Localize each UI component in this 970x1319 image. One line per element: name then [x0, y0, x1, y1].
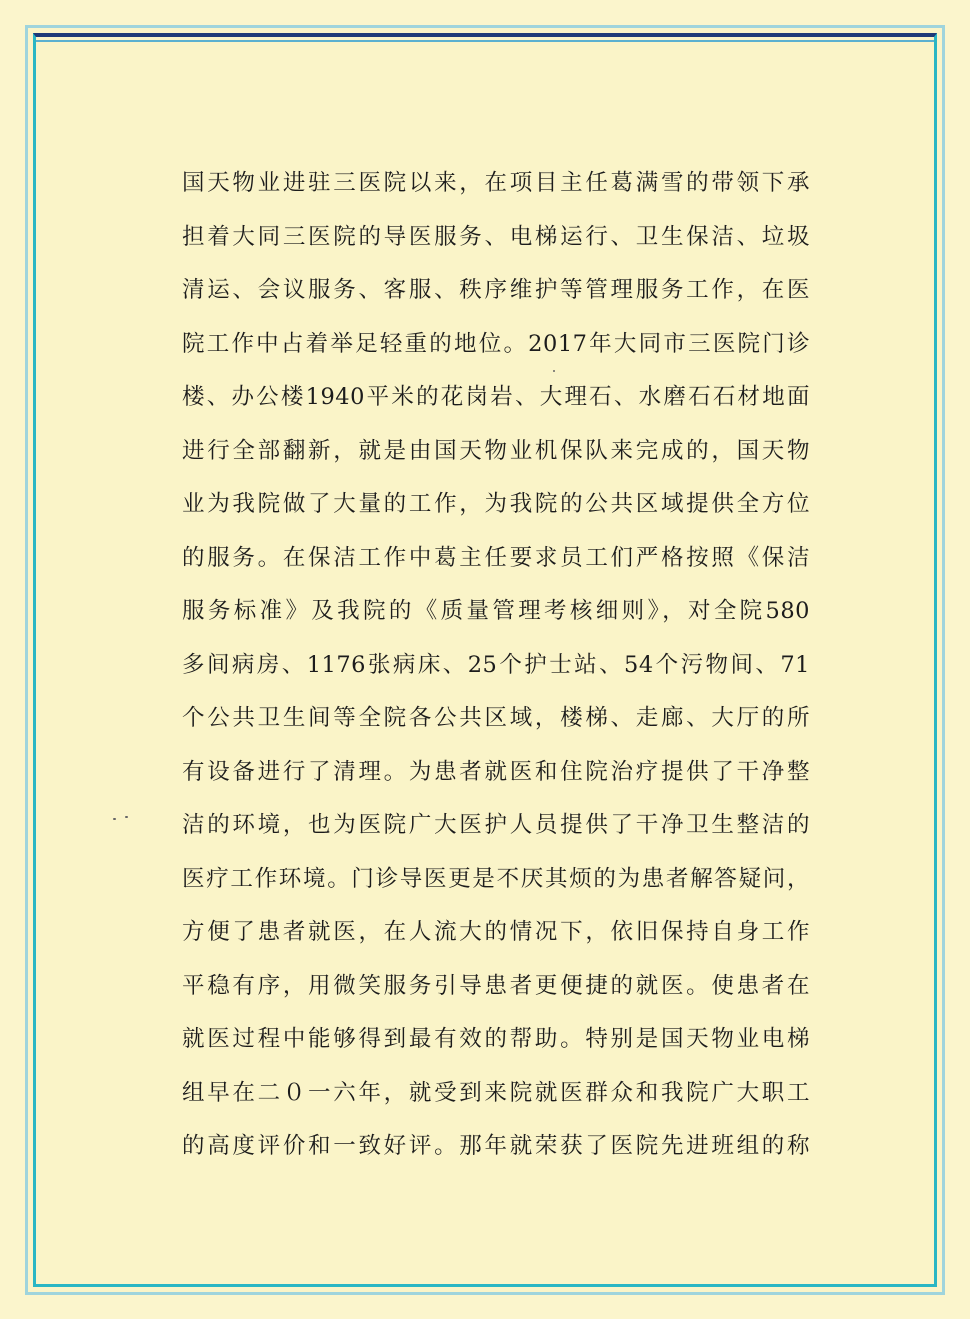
scan-speck	[113, 818, 116, 820]
text-line: 洁的环境，也为医院广大医护人员提供了干净卫生整洁的	[182, 812, 810, 838]
text-line: 服务标准》及我院的《质量管理考核细则》，对全院580	[182, 598, 810, 624]
top-rule	[36, 40, 934, 42]
text-line: 组早在二０一六年，就受到来院就医群众和我院广大职工	[182, 1079, 810, 1106]
text-line: 清运、会议服务、客服、秩序维护等管理服务工作，在医	[182, 277, 810, 303]
text-line: 院工作中占着举足轻重的地位。2017年大同市三医院门诊	[182, 330, 810, 357]
text-line: 平稳有序，用微笑服务引导患者更便捷的就医。使患者在	[182, 972, 810, 999]
text-line: 的服务。在保洁工作中葛主任要求员工们严格按照《保洁	[182, 544, 810, 571]
text-line: 进行全部翻新，就是由国天物业机保队来完成的，国天物	[182, 437, 810, 464]
text-line: 就医过程中能够得到最有效的帮助。特别是国天物业电梯	[182, 1026, 810, 1052]
text-line: 的高度评价和一致好评。那年就荣获了医院先进班组的称	[182, 1133, 810, 1159]
text-line: 楼、办公楼1940平米的花岗岩、大理石、水磨石石材地面	[182, 384, 810, 410]
scan-speck	[125, 816, 128, 818]
text-line: 有设备进行了清理。为患者就医和住院治疗提供了干净整	[182, 758, 810, 785]
document-body	[182, 157, 810, 1174]
text-line: 多间病房、1176张病床、25个护士站、54个污物间、71	[182, 651, 810, 678]
text-line: 国天物业进驻三医院以来，在项目主任葛满雪的带领下承	[182, 170, 810, 196]
text-line: 医疗工作环境。门诊导医更是不厌其烦的为患者解答疑问，	[182, 865, 810, 892]
text-line: 业为我院做了大量的工作，为我院的公共区域提供全方位	[182, 491, 810, 517]
text-line: 方便了患者就医，在人流大的情况下，依旧保持自身工作	[182, 919, 810, 945]
scan-speck	[553, 370, 555, 372]
text-line: 担着大同三医院的导医服务、电梯运行、卫生保洁、垃圾	[182, 223, 810, 250]
text-line: 个公共卫生间等全院各公共区域，楼梯、走廊、大厅的所	[182, 705, 810, 731]
